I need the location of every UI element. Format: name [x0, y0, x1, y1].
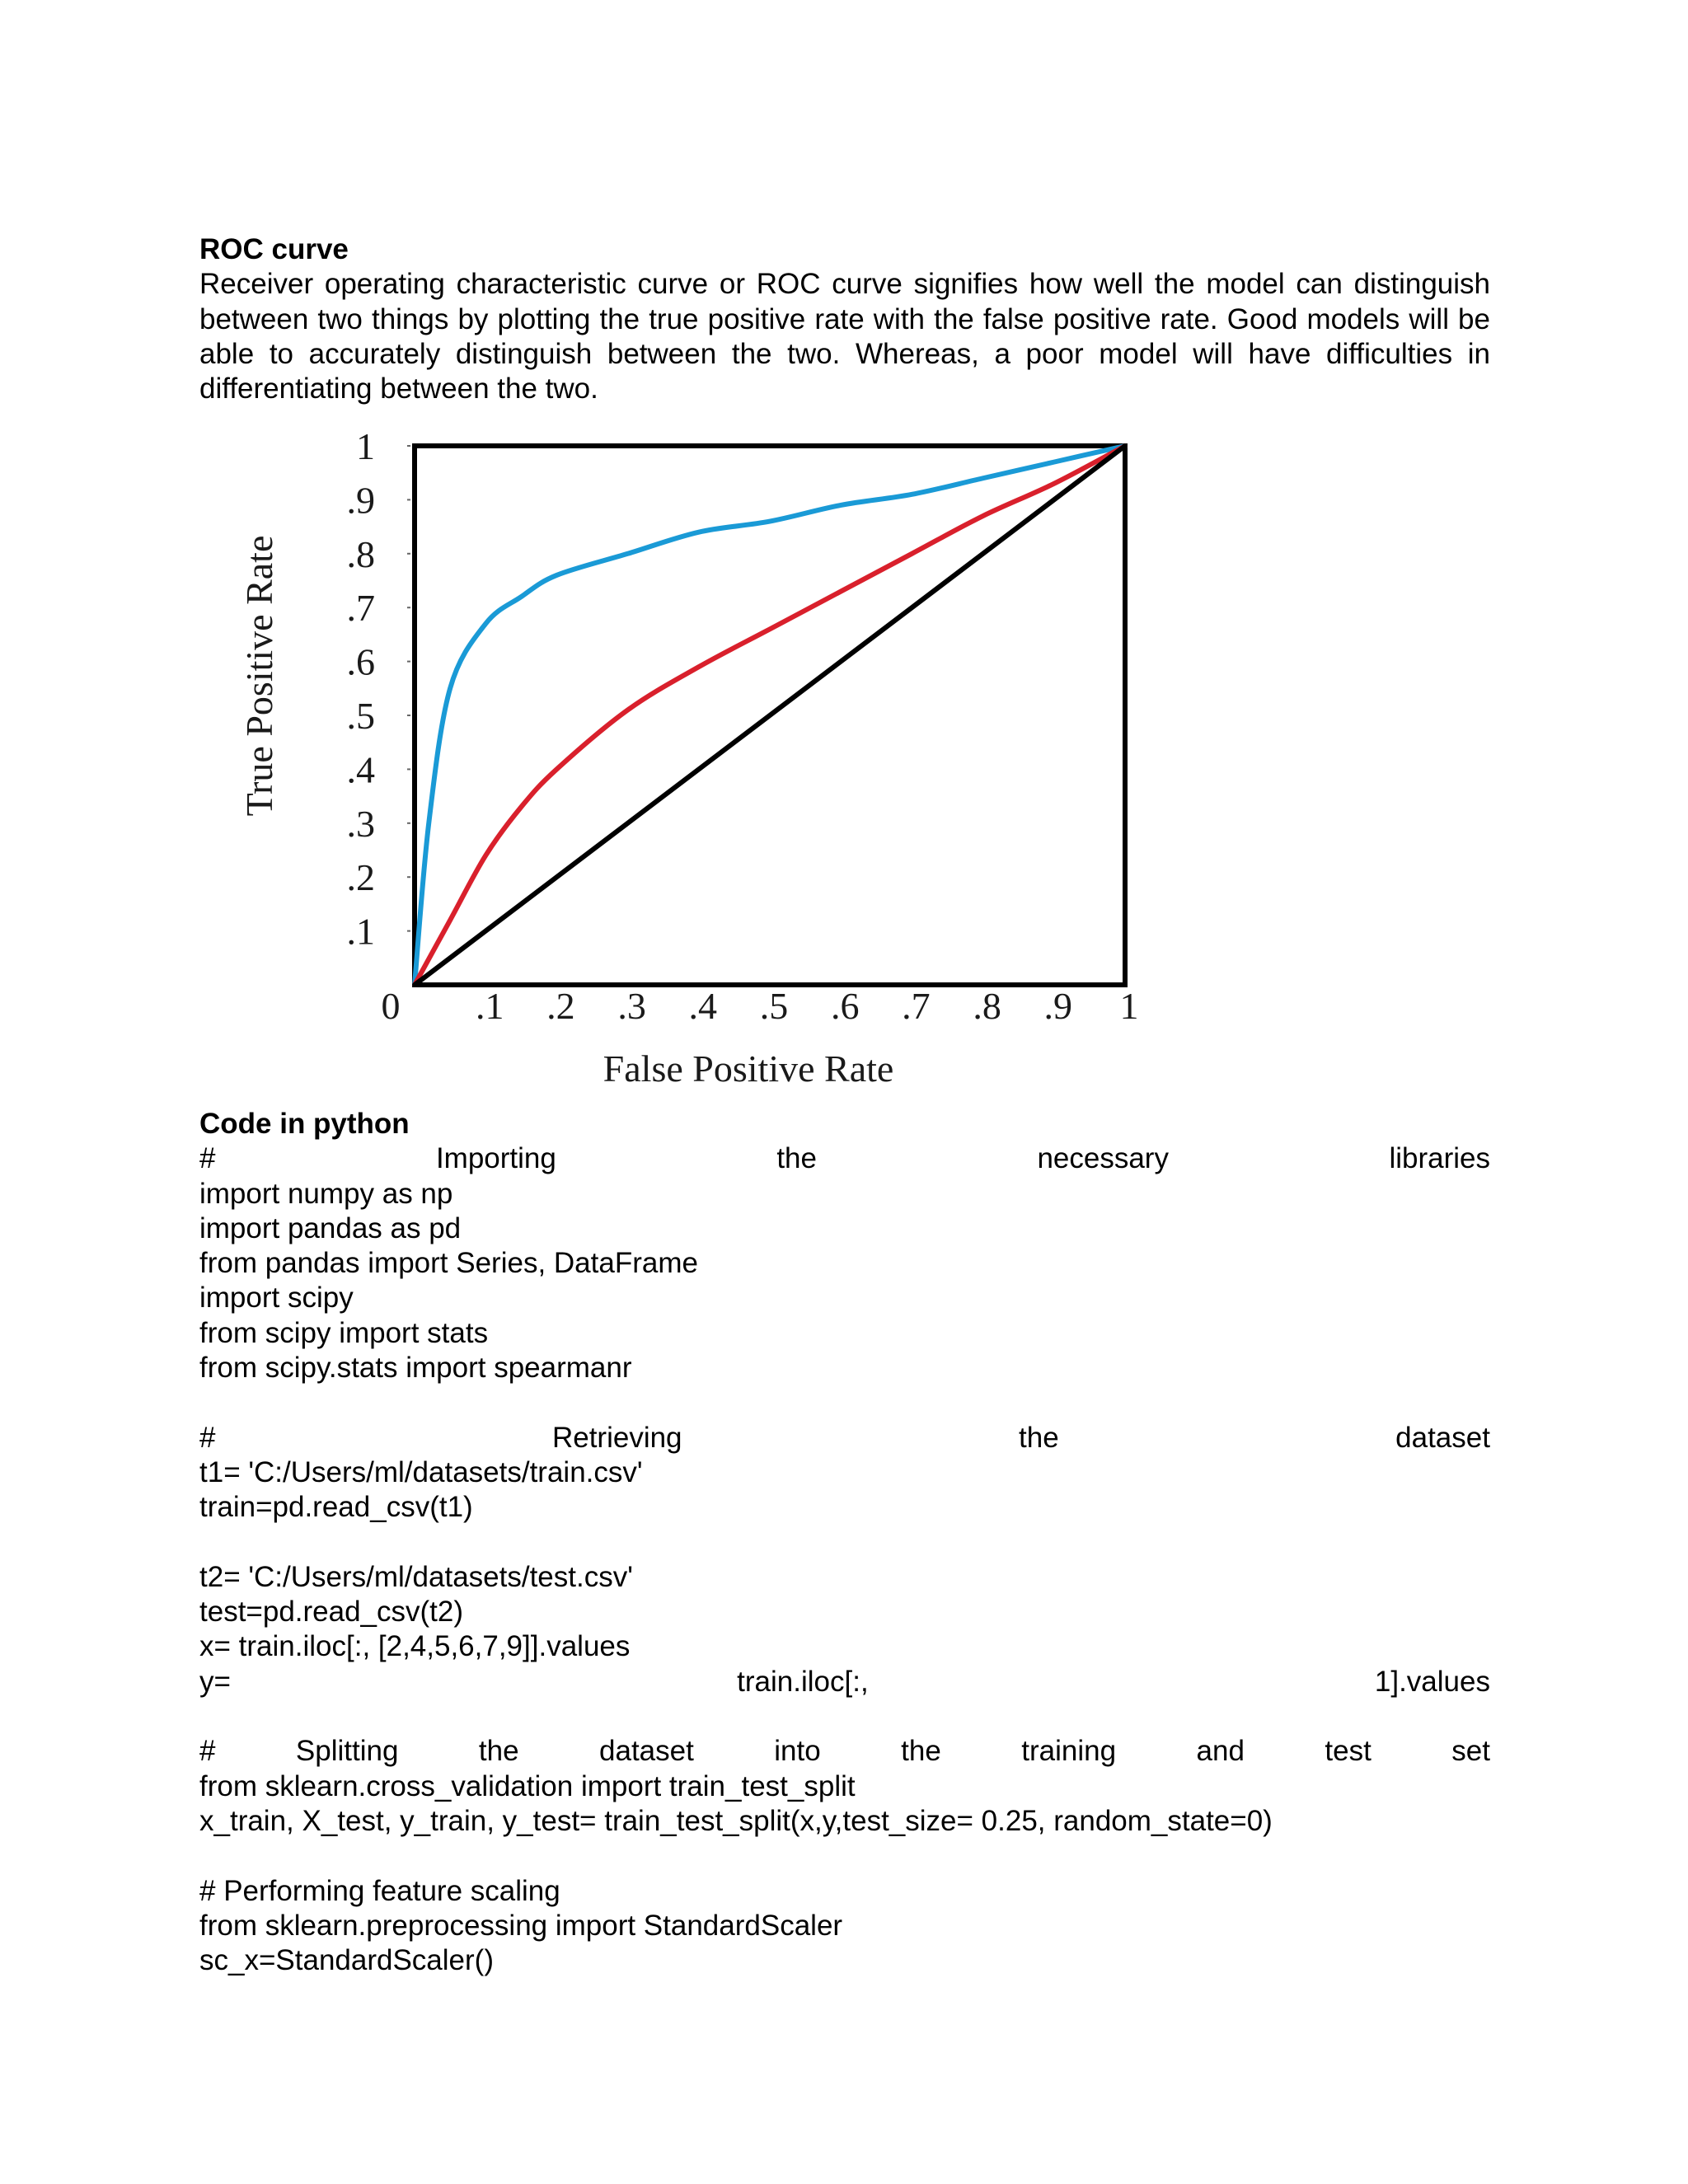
y-tick-label: .4 — [346, 748, 375, 791]
y-tick-label: 1 — [356, 425, 375, 467]
code-word: libraries — [1389, 1142, 1490, 1175]
code-comment-line — [199, 1141, 1490, 1176]
code-word: the — [478, 1735, 519, 1768]
code-word: train.iloc[:, — [737, 1665, 869, 1698]
code-word: training — [1021, 1735, 1117, 1768]
code-line: train=pd.read_csv(t1) — [199, 1491, 473, 1524]
code-word: Splitting — [295, 1735, 399, 1768]
y-tick-label: .6 — [346, 640, 375, 683]
code-word: Importing — [435, 1142, 556, 1175]
code-blank-line — [199, 1839, 1490, 1873]
code-comment-line — [199, 1665, 1490, 1699]
code-word: set — [1451, 1735, 1490, 1768]
y-tick-label: .7 — [346, 587, 375, 630]
code-word: # — [199, 1421, 216, 1454]
code-blank-line — [199, 1385, 1490, 1420]
code-word: test — [1325, 1735, 1372, 1768]
y-tick-label: .3 — [346, 802, 375, 845]
code-line: test=pd.read_csv(t2) — [199, 1596, 464, 1629]
y-tick-labels — [347, 425, 376, 953]
code-word: dataset — [1395, 1421, 1490, 1454]
x-tick-label: .4 — [688, 985, 718, 1027]
x-axis-label: False Positive Rate — [603, 1047, 894, 1090]
code-line: from sklearn.preprocessing import StandardScaler — [199, 1909, 843, 1942]
x-tick-label: 1 — [1119, 985, 1139, 1027]
code-heading: Code in python — [199, 1108, 410, 1140]
code-blank-line — [199, 1526, 1490, 1560]
y-tick-label: .5 — [346, 695, 375, 737]
code-line: # Performing feature scaling — [199, 1874, 560, 1907]
y-tick-label: .1 — [346, 910, 375, 953]
y-axis-label: True Positive Rate — [238, 535, 280, 817]
y-tick-label: .8 — [346, 532, 375, 575]
code-word: dataset — [599, 1735, 694, 1768]
x-tick-label: .1 — [475, 985, 504, 1027]
code-word: necessary — [1037, 1142, 1169, 1175]
code-word: the — [776, 1142, 817, 1175]
x-tick-label: .8 — [973, 985, 1001, 1027]
code-line: t2= 'C:/Users/ml/datasets/test.csv' — [199, 1560, 633, 1593]
code-line: x= train.iloc[:, [2,4,5,6,7,9]].values — [199, 1630, 631, 1663]
code-line: from pandas import Series, DataFrame — [199, 1247, 698, 1280]
y-tick-marks — [407, 446, 410, 931]
code-comment-line — [199, 1421, 1490, 1455]
code-line: from sklearn.cross_validation import train_test_split — [199, 1769, 856, 1802]
code-blank-line — [199, 1699, 1490, 1734]
roc-paragraph: Receiver operating characteristic curve or ROC curve signifies how well the model can distinguish between two things by plotting the true positive rate with the false positive rate. Good models will be able to accurately distinguish between the two. Whereas, a poor model will have difficulties in differentiating between the two. — [199, 268, 1490, 405]
x-tick-label: .9 — [1043, 985, 1073, 1027]
code-line: x_train, X_test, y_train, y_test= train_test_split(x,y,test_size= 0.25, random_state=0) — [199, 1804, 1273, 1837]
code-word: # — [199, 1142, 216, 1175]
code-line: from scipy.stats import spearmanr — [199, 1352, 632, 1385]
code-word: the — [1019, 1421, 1059, 1454]
x-tick-labels — [382, 985, 1139, 1027]
x-tick-label: .3 — [617, 985, 646, 1027]
code-line: import numpy as np — [199, 1177, 453, 1210]
code-line: t1= 'C:/Users/ml/datasets/train.csv' — [199, 1455, 643, 1488]
code-word: y= — [199, 1665, 231, 1698]
code-word: into — [774, 1735, 821, 1768]
y-tick-label: .2 — [346, 856, 375, 899]
code-word: the — [901, 1735, 941, 1768]
x-tick-label: .7 — [902, 985, 931, 1027]
code-word: Retrieving — [551, 1421, 682, 1454]
code-word: 1].values — [1374, 1665, 1490, 1698]
x-tick-label: .5 — [759, 985, 789, 1027]
code-line: sc_x=StandardScaler() — [199, 1944, 494, 1977]
code-line: import scipy — [199, 1282, 354, 1315]
code-line: import pandas as pd — [199, 1212, 462, 1244]
code-word: # — [199, 1735, 216, 1768]
code-section — [199, 1107, 1490, 1978]
x-tick-label: 0 — [381, 985, 401, 1027]
y-tick-label: .9 — [346, 479, 375, 522]
code-comment-line — [199, 1734, 1490, 1769]
code-lines — [199, 1141, 1490, 1978]
x-tick-label: .2 — [546, 985, 575, 1027]
code-word: and — [1196, 1735, 1245, 1768]
x-tick-label: .6 — [830, 985, 860, 1027]
code-line: from scipy import stats — [199, 1316, 489, 1349]
roc-heading: ROC curve — [199, 233, 349, 265]
